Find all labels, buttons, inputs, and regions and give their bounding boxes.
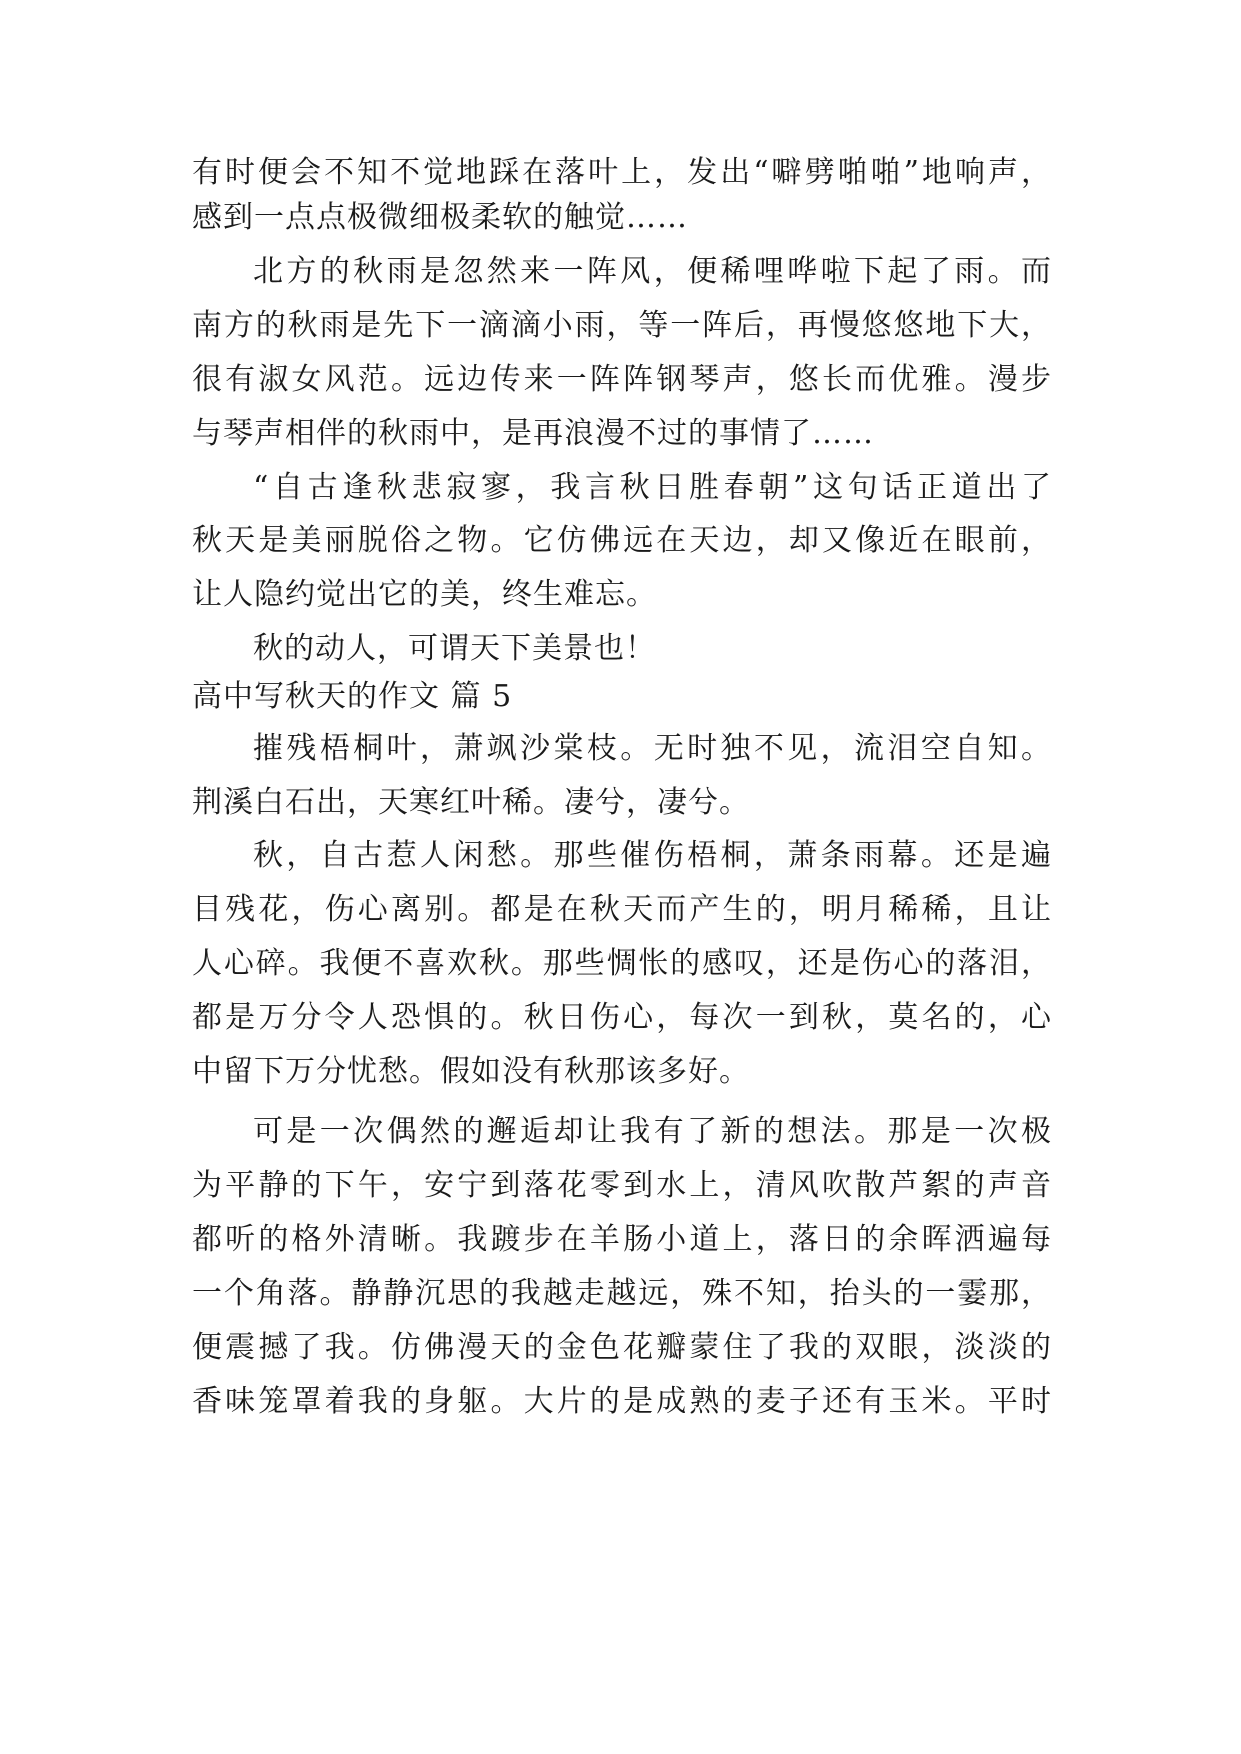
text-line: 荆溪白石出，天寒红叶稀。凄兮，凄兮。 (192, 785, 750, 820)
text-line: 秋天是美丽脱俗之物。它仿佛远在天边，却又像近在眼前， (192, 523, 1052, 558)
text-line: 南方的秋雨是先下一滴滴小雨，等一阵后，再慢悠悠地下大， (192, 308, 1052, 343)
section-heading: 高中写秋天的作文 篇 5 (192, 679, 513, 714)
text-line: 目残花，伤心离别。都是在秋天而产生的，明月稀稀，且让 (192, 892, 1052, 927)
text-line: 可是一次偶然的邂逅却让我有了新的想法。那是一次极 (253, 1114, 1052, 1149)
text-line: 北方的秋雨是忽然来一阵风，便稀哩哗啦下起了雨。而 (253, 254, 1052, 289)
text-line: 便震撼了我。仿佛漫天的金色花瓣蒙住了我的双眼，淡淡的 (192, 1330, 1052, 1365)
text-line: 秋，自古惹人闲愁。那些催伤梧桐，萧条雨幕。还是遍 (253, 838, 1052, 873)
text-line: 很有淑女风范。远边传来一阵阵钢琴声，悠长而优雅。漫步 (192, 362, 1052, 397)
text-line: 人心碎。我便不喜欢秋。那些惆怅的感叹，还是伤心的落泪， (192, 946, 1052, 981)
text-line: 感到一点点极微细极柔软的触觉…… (192, 200, 688, 235)
text-line: 中留下万分忧愁。假如没有秋那该多好。 (192, 1054, 750, 1089)
text-line: 有时便会不知不觉地踩在落叶上，发出“噼劈啪啪”地响声， (192, 155, 1052, 190)
text-line: 秋的动人，可谓天下美景也！ (253, 631, 656, 666)
text-line: “自古逢秋悲寂寥，我言秋日胜春朝”这句话正道出了 (253, 470, 1052, 505)
text-line: 为平静的下午，安宁到落花零到水上，清风吹散芦絮的声音 (192, 1168, 1052, 1203)
text-line: 与琴声相伴的秋雨中，是再浪漫不过的事情了…… (192, 416, 874, 451)
text-line: 都是万分令人恐惧的。秋日伤心，每次一到秋，莫名的，心 (192, 1000, 1052, 1035)
text-line: 都听的格外清晰。我踱步在羊肠小道上，落日的余晖洒遍每 (192, 1222, 1052, 1257)
text-line: 香味笼罩着我的身躯。大片的是成熟的麦子还有玉米。平时 (192, 1384, 1052, 1419)
text-line: 一个角落。静静沉思的我越走越远，殊不知，抬头的一霎那， (192, 1276, 1052, 1311)
text-line: 让人隐约觉出它的美，终生难忘。 (192, 577, 657, 612)
text-line: 摧残梧桐叶，萧飒沙棠枝。无时独不见，流泪空自知。 (253, 731, 1052, 766)
